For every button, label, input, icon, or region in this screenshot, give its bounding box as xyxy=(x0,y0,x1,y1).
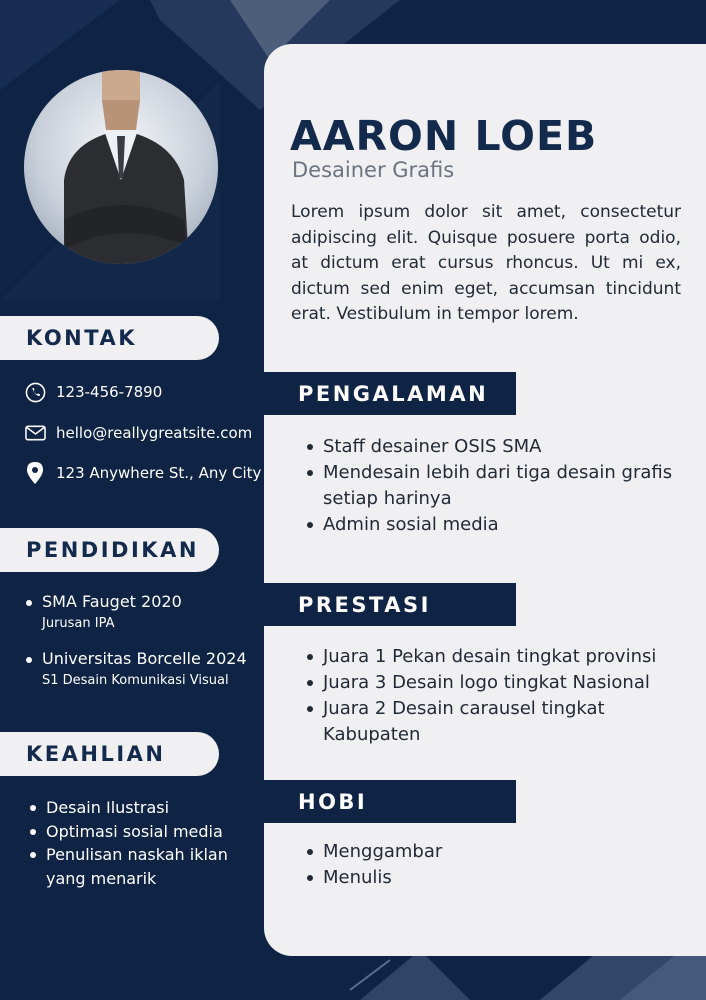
list-item: Menggambar xyxy=(305,839,675,865)
achievements-heading: PRESTASI xyxy=(264,583,516,626)
education-subtitle: Jurusan IPA xyxy=(42,616,115,631)
contact-heading: KONTAK xyxy=(0,316,219,360)
email-address: hello@reallygreatsite.com xyxy=(56,424,253,442)
contact-phone xyxy=(24,381,162,403)
list-item: Admin sosial media xyxy=(305,512,675,538)
street-address: 123 Anywhere St., Any City xyxy=(56,464,262,482)
hobbies-list xyxy=(305,839,675,891)
list-item: Staff desainer OSIS SMA xyxy=(305,434,675,460)
experience-heading: PENGALAMAN xyxy=(264,372,516,415)
list-item: Juara 3 Desain logo tingkat Nasional xyxy=(305,670,685,696)
full-name: AARON LOEB xyxy=(290,112,598,160)
phone-icon xyxy=(24,381,46,403)
mail-icon xyxy=(24,422,46,444)
hobbies-heading: HOBI xyxy=(264,780,516,823)
list-item: Juara 1 Pekan desain tingkat provinsi xyxy=(305,644,685,670)
list-item: Desain Ilustrasi xyxy=(28,796,238,820)
list-item: Mendesain lebih dari tiga desain grafis setiap harinya xyxy=(305,460,675,512)
list-item: Penulisan naskah iklan yang menarik xyxy=(28,843,238,890)
list-item: Juara 2 Desain carausel tingkat Kabupaten xyxy=(305,696,685,748)
education-subtitle: S1 Desain Komunikasi Visual xyxy=(42,673,229,688)
experience-list xyxy=(305,434,675,538)
education-heading: PENDIDIKAN xyxy=(0,528,219,572)
education-title: SMA Fauget 2020 xyxy=(24,592,182,611)
location-pin-icon xyxy=(24,462,46,484)
profile-photo xyxy=(24,70,218,264)
about-paragraph: Lorem ipsum dolor sit amet, consectetur adipiscing elit. Quisque posuere porta odio, at dictum erat cursus rhoncus. Ut mi ex, dictum sed enim eget, accumsan tincidunt erat. Vestibulum in tempor lorem. xyxy=(291,202,681,324)
job-title: Desainer Grafis xyxy=(292,158,455,182)
skills-heading: KEAHLIAN xyxy=(0,732,219,776)
phone-number: 123-456-7890 xyxy=(56,383,163,401)
list-item: Menulis xyxy=(305,865,675,891)
contact-address xyxy=(24,462,261,484)
education-item xyxy=(24,649,247,688)
education-item xyxy=(24,592,182,631)
skills-list xyxy=(28,796,238,890)
list-item: Optimasi sosial media xyxy=(28,820,238,844)
education-title: Universitas Borcelle 2024 xyxy=(24,649,247,668)
contact-email xyxy=(24,422,252,444)
achievements-list xyxy=(305,644,685,748)
person-illustration xyxy=(24,70,218,264)
